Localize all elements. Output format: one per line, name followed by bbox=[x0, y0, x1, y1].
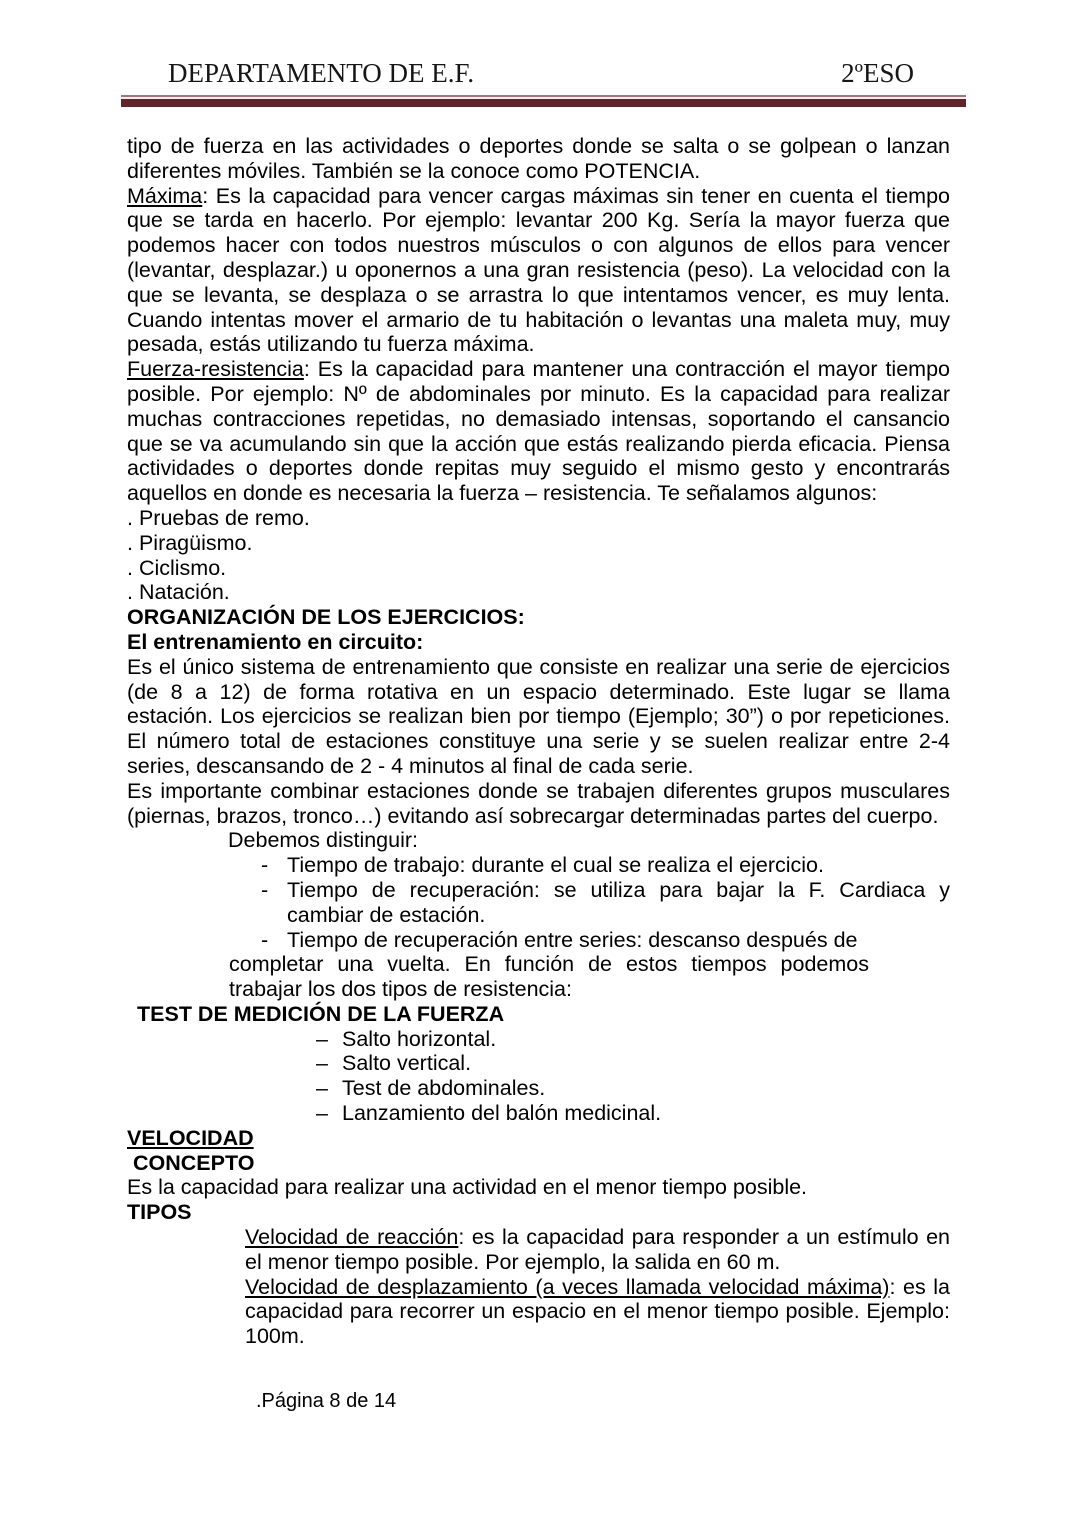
list-item-tiempo-recuperacion-text: Tiempo de recuperación: se utiliza para bajar la F. Cardiaca y cambiar de estación. bbox=[287, 877, 950, 927]
term-velocidad-desplazamiento: Velocidad de desplazamiento (a veces llamada velocidad máxima) bbox=[245, 1274, 890, 1299]
hyphen-bullet-icon: - bbox=[261, 877, 269, 902]
header-rule-divider bbox=[121, 95, 966, 107]
paragraph-velocidad-reaccion-text: : es la capacidad para responder a un estímulo en el menor tiempo posible. Por ejemplo, la salida en 60 m. bbox=[245, 1225, 950, 1274]
list-item-salto-vertical bbox=[316, 1051, 950, 1076]
list-item-salto-horizontal-text: Salto horizontal. bbox=[342, 1026, 497, 1051]
dash-bullet-icon: – bbox=[316, 1026, 328, 1051]
term-fuerza-resistencia: Fuerza-resistencia bbox=[127, 357, 304, 382]
heading-entrenamiento-circuito: El entrenamiento en circuito: bbox=[127, 629, 424, 654]
list-item-tiempo-trabajo bbox=[261, 853, 950, 878]
header-department-title: DEPARTAMENTO DE E.F. bbox=[168, 58, 475, 88]
list-item-remo: . Pruebas de remo. bbox=[127, 505, 310, 530]
paragraph-fuerza-maxima bbox=[127, 184, 950, 358]
heading-concepto: CONCEPTO bbox=[133, 1150, 255, 1175]
paragraph-fuerza-resistencia bbox=[127, 357, 950, 506]
list-item-salto-horizontal bbox=[316, 1027, 950, 1052]
header-course-label: 2ºESO bbox=[841, 58, 914, 88]
paragraph-intro-potencia: tipo de fuerza en las actividades o deportes donde se salta o se golpean o lanzan diferentes móviles. También se la conoce como POTENCIA. bbox=[127, 134, 950, 183]
list-item-tiempo-recuperacion-series-text: Tiempo de recuperación entre series: descanso después de bbox=[287, 927, 858, 952]
continuation-line-trabajar-tipos: trabajar los dos tipos de resistencia: bbox=[229, 977, 572, 1002]
list-item-ciclismo: . Ciclismo. bbox=[127, 555, 227, 580]
continuation-line-completar-vuelta: completar una vuelta. En función de estos tiempos podemos bbox=[229, 952, 869, 977]
list-item-test-abdominales bbox=[316, 1076, 950, 1101]
dash-bullet-icon: – bbox=[316, 1076, 328, 1101]
list-item-natacion: . Natación. bbox=[127, 580, 230, 605]
list-item-salto-vertical-text: Salto vertical. bbox=[342, 1051, 472, 1076]
dash-bullet-icon: – bbox=[316, 1101, 328, 1126]
dash-bullet-icon: – bbox=[316, 1051, 328, 1076]
hyphen-bullet-icon: - bbox=[261, 927, 269, 952]
list-item-piraguismo: . Piragüismo. bbox=[127, 530, 253, 555]
heading-test-medicion-fuerza: TEST DE MEDICIÓN DE LA FUERZA bbox=[137, 1001, 505, 1026]
term-velocidad-reaccion: Velocidad de reacción bbox=[245, 1225, 459, 1250]
heading-organizacion-ejercicios: ORGANIZACIÓN DE LOS EJERCICIOS: bbox=[127, 605, 525, 630]
paragraph-velocidad-reaccion bbox=[245, 1225, 950, 1275]
paragraph-velocidad-desplazamiento-text: : es la capacidad para recorrer un espacio en el menor tiempo posible. Ejemplo: 100m. bbox=[245, 1274, 950, 1349]
paragraph-velocidad-desplazamiento bbox=[245, 1275, 950, 1349]
header-title-row bbox=[121, 56, 966, 90]
page-number-label: .Página 8 de 14 bbox=[256, 1390, 397, 1413]
paragraph-circuito: Es el único sistema de entrenamiento que consiste en realizar una serie de ejercicios (de 8 a 12) de forma rotativa en un espacio determinado. Este lugar se llama estación. Los ejercicios se realizan bien por tiempo (Ejemplo; 30”) o por repeticiones. El número total de estaciones constituye una serie y se suelen realizar entre 2-4 series, descansando de 2 - 4 minutos al final de cada serie. bbox=[127, 654, 950, 778]
page-header bbox=[121, 56, 966, 107]
paragraph-fuerza-maxima-text: : Es la capacidad para vencer cargas máximas sin tener en cuenta el tiempo que se tarda en hacerlo. Por ejemplo: levantar 200 Kg. Sería la mayor fuerza que podemos hacer con todos nuestros músculos o con algunos de ellos para vencer (levantar, desplazar.) u oponernos a una gran resistencia (peso). La velocidad con la que se levanta, se desplaza o se arrastra lo que intentamos vencer, es muy lenta. Cuando intentas mover el armario de tu habitación o levantas una maleta muy, muy pesada, estás utilizando tu fuerza máxima. bbox=[127, 183, 950, 357]
list-item-lanzamiento-balon-text: Lanzamiento del balón medicinal. bbox=[342, 1101, 662, 1126]
term-maxima: Máxima bbox=[127, 183, 203, 208]
list-item-tiempo-recuperacion bbox=[261, 878, 950, 928]
list-item-tiempo-trabajo-text: Tiempo de trabajo: durante el cual se realiza el ejercicio. bbox=[287, 853, 824, 878]
list-item-lanzamiento-balon bbox=[316, 1101, 950, 1126]
document-body bbox=[127, 134, 950, 1413]
page-footer bbox=[256, 1389, 950, 1413]
list-item-test-abdominales-text: Test de abdominales. bbox=[342, 1076, 546, 1101]
paragraph-fuerza-resistencia-text: : Es la capacidad para mantener una contracción el mayor tiempo posible. Por ejemplo: Nº de abdominales por minuto. Es la capacidad para realizar muchas contracciones repetidas, no demasiado intensas, soportando el cansancio que se va acumulando sin que la acción que estás realizando pierda eficacia. Piensa actividades o deportes donde repitas muy seguido el mismo gesto y encontrarás aquellos en donde es necesaria la fuerza – resistencia. Te señalamos algunos: bbox=[127, 357, 950, 506]
heading-tipos: TIPOS bbox=[127, 1200, 192, 1225]
paragraph-combinar-estaciones: Es importante combinar estaciones donde se trabajen diferentes grupos musculares (piernas, brazos, tronco…) evitando así sobrecargar determinadas partes del cuerpo. bbox=[127, 778, 950, 828]
heading-velocidad: VELOCIDAD bbox=[127, 1125, 254, 1150]
hyphen-bullet-icon: - bbox=[261, 853, 269, 878]
line-debemos-distinguir: Debemos distinguir: bbox=[228, 828, 419, 853]
paragraph-concepto-velocidad: Es la capacidad para realizar una actividad en el menor tiempo posible. bbox=[127, 1175, 808, 1200]
list-item-tiempo-recuperacion-series bbox=[261, 928, 950, 953]
